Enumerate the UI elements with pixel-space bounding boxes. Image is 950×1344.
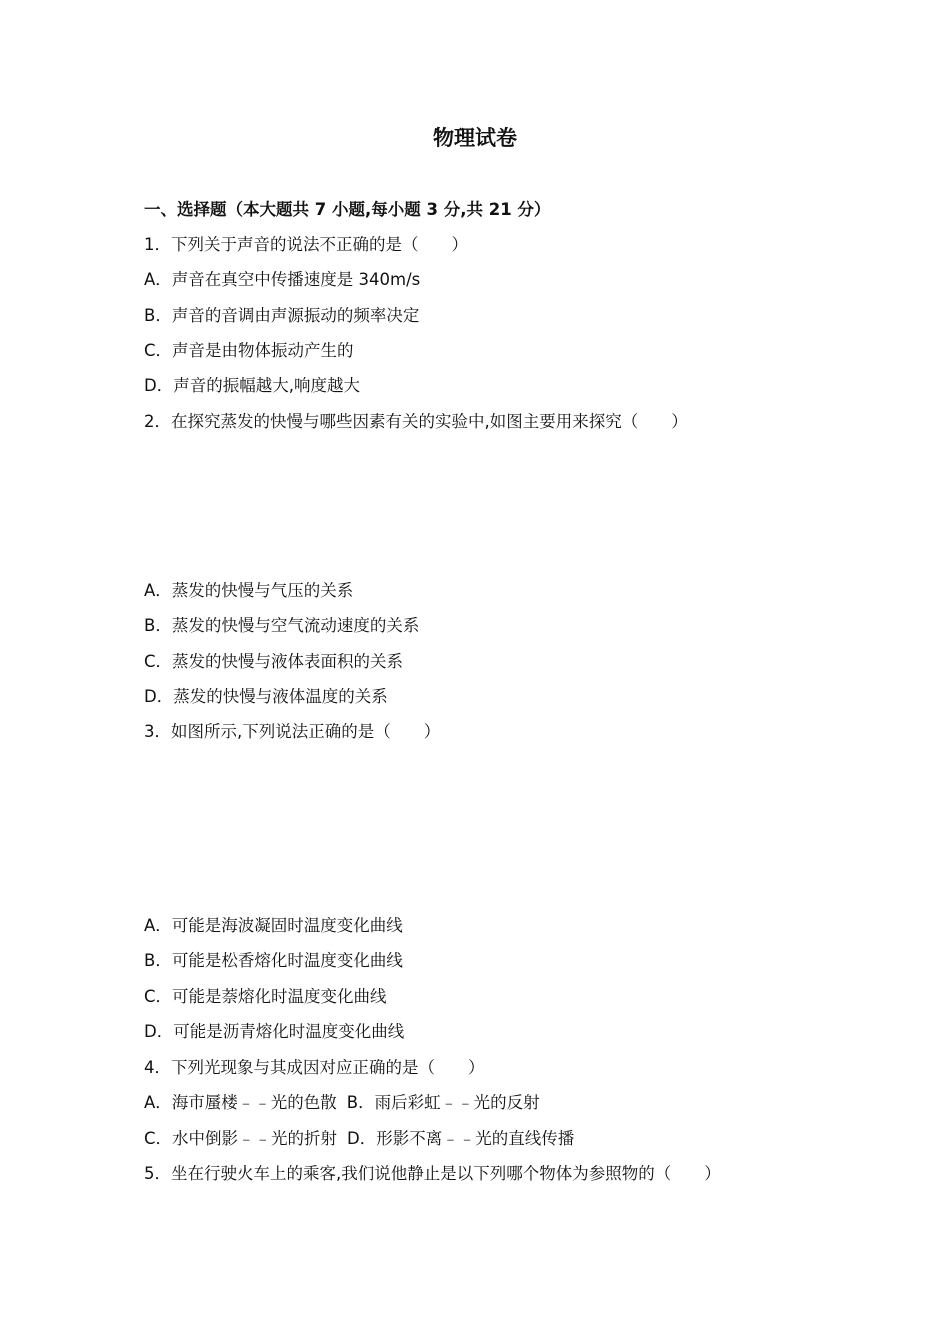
question-1-option-a: A．声音在真空中传播速度是 340m/s	[144, 270, 421, 289]
question-5-stem: 5．坐在行驶火车上的乘客,我们说他静止是以下列哪个物体为参照物的（ ）	[144, 1164, 721, 1183]
question-4-stem: 4．下列光现象与其成因对应正确的是（ ）	[144, 1058, 485, 1077]
question-4-option-d: D．形影不离﹣﹣光的直线传播	[347, 1129, 575, 1148]
question-3-option-b: B．可能是松香熔化时温度变化曲线	[144, 951, 403, 970]
question-4-option-c: C．水中倒影﹣﹣光的折射	[144, 1129, 338, 1148]
question-2-option-d: D．蒸发的快慢与液体温度的关系	[144, 687, 388, 706]
question-3-option-c: C．可能是萘熔化时温度变化曲线	[144, 987, 387, 1006]
question-4-option-a: A．海市蜃楼﹣﹣光的色散	[144, 1093, 337, 1112]
question-2-stem: 2．在探究蒸发的快慢与哪些因素有关的实验中,如图主要用来探究（ ）	[144, 412, 688, 431]
question-2-option-a: A．蒸发的快慢与气压的关系	[144, 581, 354, 600]
page-title: 物理试卷	[433, 126, 517, 150]
question-3-figure-area	[144, 752, 804, 902]
question-2-option-c: C．蒸发的快慢与液体表面积的关系	[144, 652, 404, 671]
question-4-option-b: B．雨后彩虹﹣﹣光的反射	[346, 1093, 540, 1112]
question-4-options-row-1	[144, 1091, 540, 1115]
question-3-option-a: A．可能是海波凝固时温度变化曲线	[144, 916, 403, 935]
question-3-option-d: D．可能是沥青熔化时温度变化曲线	[144, 1022, 405, 1041]
question-3-stem: 3．如图所示,下列说法正确的是（ ）	[144, 722, 441, 741]
question-2-figure-area	[144, 440, 804, 570]
question-1-option-b: B．声音的音调由声源振动的频率决定	[144, 306, 420, 325]
question-2-option-b: B．蒸发的快慢与空气流动速度的关系	[144, 616, 420, 635]
question-1-stem: 1．下列关于声音的说法不正确的是（ ）	[144, 235, 468, 254]
question-1-option-d: D．声音的振幅越大,响度越大	[144, 376, 360, 395]
question-1-option-c: C．声音是由物体振动产生的	[144, 341, 354, 360]
section-heading: 一、选择题（本大题共 7 小题,每小题 3 分,共 21 分）	[144, 200, 551, 219]
question-4-options-row-2	[144, 1127, 574, 1151]
